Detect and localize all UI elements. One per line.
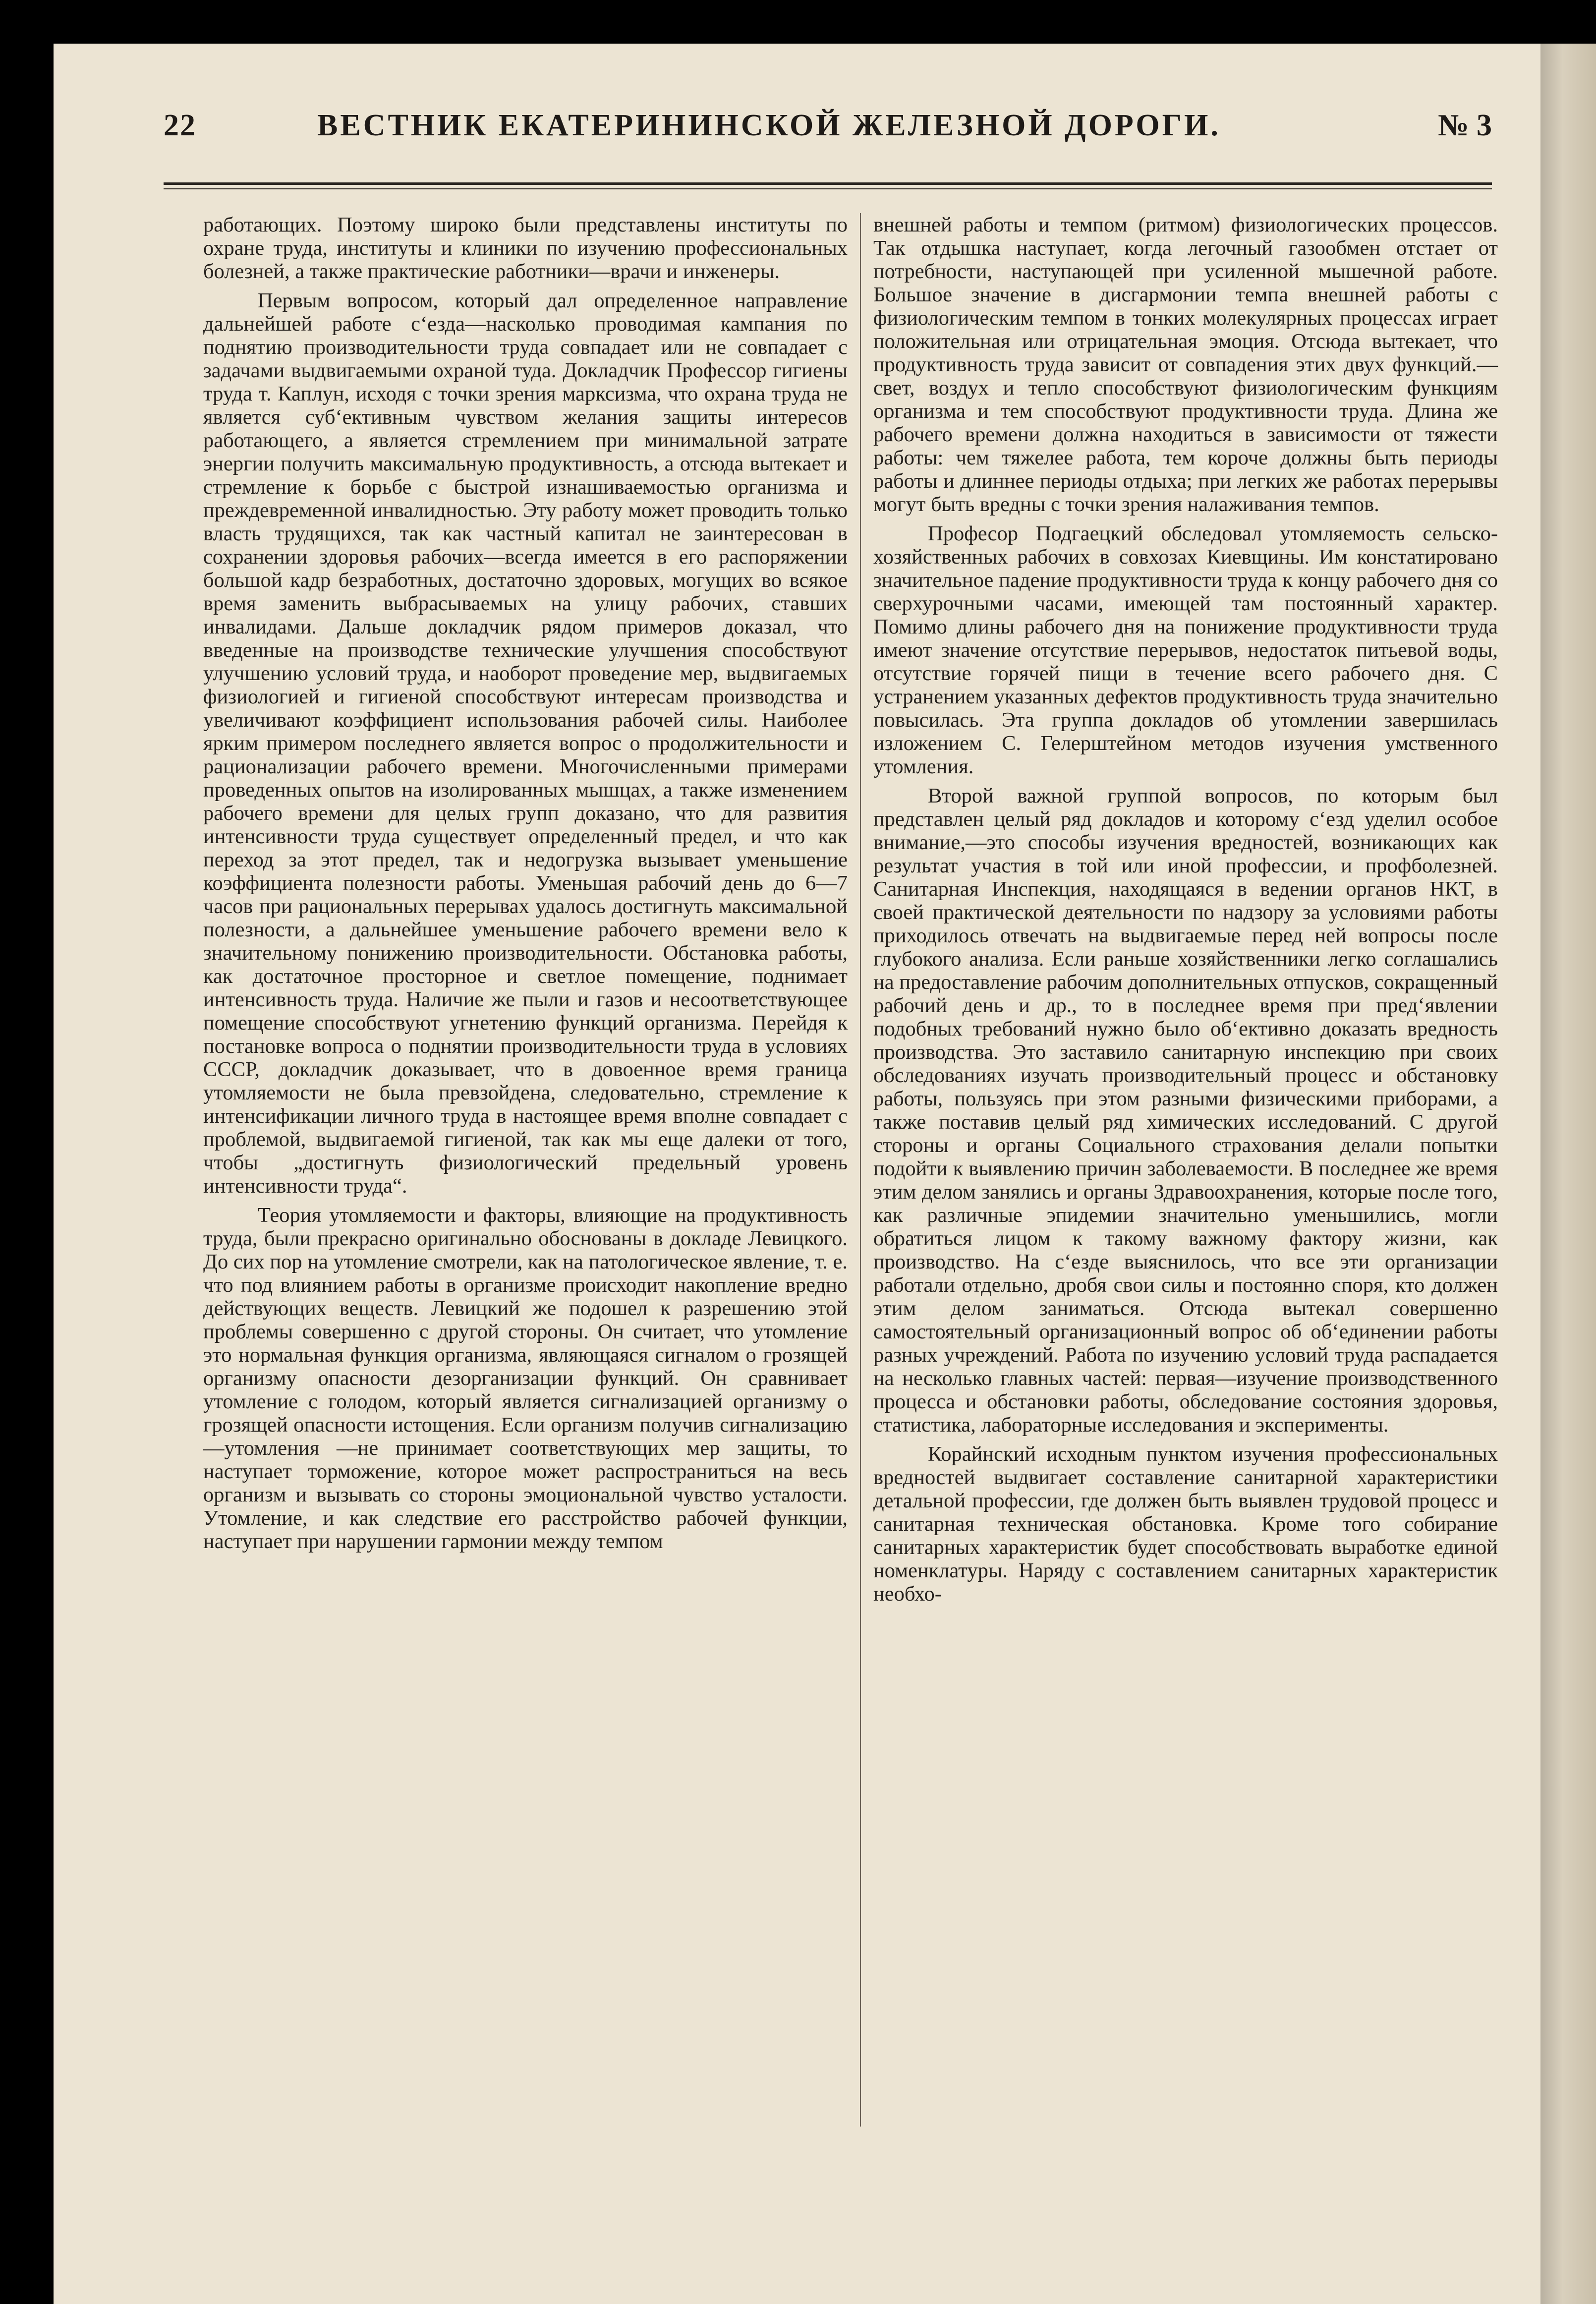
page-number: 22	[164, 109, 196, 142]
right-paragraph-4: Корайнский исходным пунктом изучения профессиональных вредностей выдвигает составление санитарной характеристики детальной профессии, где должен быть выявлен трудовой процесс и санитарная техническая обстановка. Кроме того собирание санитарных характеристик будет способствовать выработке единой номенклатуры. Наряду с составлением санитарных характеристик необхо-	[873, 1442, 1498, 1606]
issue-number: № 3	[1438, 109, 1492, 142]
right-paragraph-3: Второй важной группой вопросов, по которым был представлен целый ряд докладов и которому с‘езд уделил особое внимание,—это способы изучения вредностей, возникающих как результат участия в той или иной профессии, и профболезней. Санитарная Инспекция, находящаяся в ведении органов НКТ, в своей практической деятельности по надзору за условиями работы приходилось отвечать на выдвигаемые перед ней вопросы после глубокого анализа. Если раньше хозяйственники легко соглашались на предоставление рабочим дополнительных отпусков, сокращенный рабочий день и др., то в последнее время при пред‘явлении подобных требований нужно было об‘ективно доказать вредность производства. Это заставило санитарную инспекцию при своих обследованиях изучать производительный процесс и обстановку работы, пользуясь при этом разными физическими приборами, а также поставив целый ряд химических исследований. С другой стороны и органы Социального страхования делали попытки подойти к выявлению причин заболеваемости. В последнее же время этим делом занялись и органы Здравоохранения, которые после того, как различные эпидемии значительно уменьшились, могли обратиться лицом к такому важному фактору жизни, как производство. На с‘езде выяснилось, что все эти организации работали отдельно, дробя свои силы и постоянно споря, кто должен этим делом заниматься. Отсюда вытекал совершенно самостоятельный организационный вопрос об об‘единении работы разных учреждений. Работа по изучению условий труда распадается на несколько главных частей: первая—изучение производственного процесса и обстановки работы, обследование состояния здоровья, статистика, лабораторные исследования и эксперименты.	[873, 784, 1498, 1437]
header-rule-thin	[164, 188, 1492, 189]
left-paragraph-1: работающих. Поэтому широко были представлены институты по охране труда, институты и клиники по изучению профессиональных болезней, а также практические работники—врачи и инженеры.	[203, 213, 848, 283]
page-header	[164, 108, 1492, 148]
left-paragraph-2: Первым вопросом, который дал определенное направление дальнейшей работе с‘езда—насколько проводимая кампания по поднятию производительности труда совпадает или не совпадает с задачами выдвигаемыми охраной туда. Докладчик Профессор гигиены труда т. Каплун, исходя с точки зрения марксизма, что охрана труда не является суб‘ективным чувством желания защиты интересов работающего, а является стремлением при минимальной затрате энергии получить максимальную продуктивность, а отсюда вытекает и стремление к борьбе с быстрой изнашиваемостью организма и преждевременной инвалидностью. Эту работу может проводить только власть трудящихся, так как частный капитал не заинтересован в сохранении здоровья рабочих—всегда имеется в его распоряжении большой кадр безработных, достаточно здоровых, могущих во всякое время заменить выбрасываемых на улицу рабочих, ставших инвалидами. Дальше докладчик рядом примеров доказал, что введенные на производстве технические улучшения способствуют улучшению условий труда, и наоборот проведение мер, выдвигаемых физиологией и гигиеной способствуют интересам производства и увеличивают коэффициент использования рабочей силы. Наиболее ярким примером последнего является вопрос о продолжительности и рационализации рабочего времени. Многочисленными примерами проведенных опытов на изолированных мышцах, а также изменением рабочего времени для целых групп доказано, что для развития интенсивности труда существует определенный предел, и что как переход за этот предел, так и недогрузка вызывает уменьшение коэффициента полезности работы. Уменьшая рабочий день до 6—7 часов при рациональных перерывах удалось достигнуть максимальной полезности, а дальнейшее уменьшение рабочего времени вело к значительному понижению производительности. Обстановка работы, как достаточное просторное и светлое помещение, поднимает интенсивность труда. Наличие же пыли и газов и несоответствующее помещение способствуют угнетению функций организма. Перейдя к постановке вопроса о поднятии производительности труда в условиях СССР, докладчик доказывает, что в довоенное время граница утомляемости не была превзойдена, следовательно, стремление к интенсификации личного труда в настоящее время вполне совпадает с проблемой, выдвигаемой гигиеной, так как мы еще далеки от того, чтобы „достигнуть физиологический предельный уровень интенсивности труда“.	[203, 289, 848, 1198]
right-paragraph-2: Професор Подгаецкий обследовал утомляемость сельско-хозяйственных рабочих в совхозах Киевщины. Им констатировано значительное падение продуктивности труда к концу рабочего дня со сверхурочными часами, имеющей там постоянный характер. Помимо длины рабочего дня на понижение продуктивности труда имеют значение отсутствие перерывов, недостаток питьевой воды, отсутствие горячей пищи в течение всего рабочего дня. С устранением указанных дефектов продуктивность труда значительно повысилась. Эта группа докладов об утомлении завершилась изложением С. Гелерштейном методов изучения умственного утомления.	[873, 522, 1498, 778]
left-paragraph-3: Теория утомляемости и факторы, влияющие на продуктивность труда, были прекрасно оригинально обоснованы в докладе Левицкого. До сих пор на утомление смотрели, как на патологическое явление, т. е. что под влиянием работы в организме происходит накопление вредно действующих веществ. Левицкий же подошел к разрешению этой проблемы совершенно с другой стороны. Он считает, что утомление это нормальная функция организма, являющаяся сигналом о грозящей организму опасности дезорганизации функций. Он сравнивает утомление с голодом, который является сигнализацией организму о грозящей опасности истощения. Если организм получив сигнализацию—утомления —не принимает соответствующих мер защиты, то наступает торможение, которое может распространиться на весь организм и вызывать со стороны эмоциональной чувство усталости. Утомление, и как следствие его расстройство рабочей функции, наступает при нарушении гармонии между темпом	[203, 1204, 848, 1553]
right-column	[873, 213, 1498, 1612]
header-rule	[164, 182, 1492, 185]
column-divider	[860, 213, 861, 2127]
journal-title: ВЕСТНИК ЕКАТЕРИНИНСКОЙ ЖЕЛЕЗНОЙ ДОРОГИ.	[317, 109, 1221, 142]
adjacent-page-edge	[1540, 44, 1596, 2304]
right-paragraph-1: внешней работы и темпом (ритмом) физиологических процессов. Так отдышка наступает, когда легочный газообмен отстает от потребности, наступающей при усиленной мышечной работе. Большое значение в дисгармонии темпа внешней работы с физиологическим темпом в тонких молекулярных процессах играет положительная или отрицательная эмоция. Отсюда вытекает, что продуктивность труда зависит от совпадения этих двух функций.—свет, воздух и тепло способствуют физиологическим функциям организма и тем способствуют продуктивности труда. Длина же рабочего времени должна находиться в зависимости от тяжести работы: чем тяжелее работа, тем короче должны быть периоды работы и длиннее периоды отдыха; при легких же работах перерывы могут быть вредны с точки зрения налаживания темпов.	[873, 213, 1498, 516]
left-column	[203, 213, 848, 1559]
